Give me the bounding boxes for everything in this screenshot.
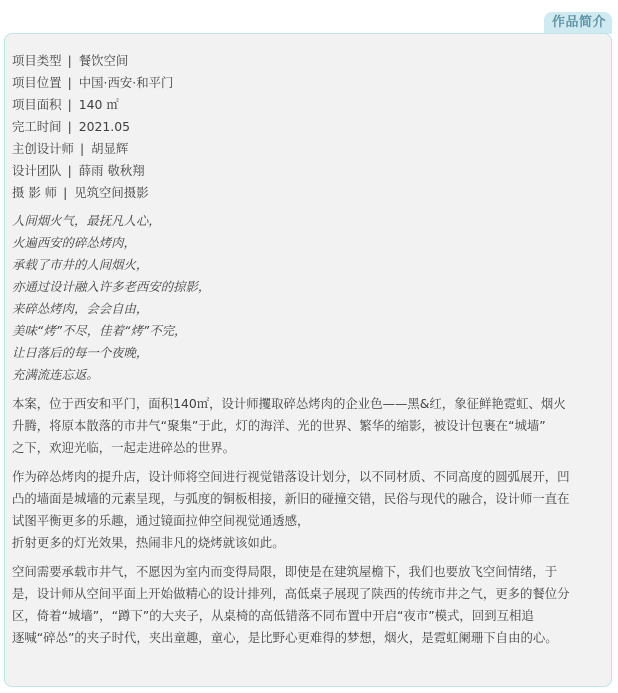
- paragraph-line: 空间需要承载市井气，不愿因为室内而变得局限，即使是在建筑屋檐下，我们也要放飞空间情绪，于: [12, 564, 558, 579]
- info-row-completion: [12, 116, 606, 138]
- paragraph-line: 试图平衡更多的乐趣，通过镜面拉伸空间视觉通透感，: [12, 513, 310, 528]
- info-value: 2021.05: [78, 119, 130, 134]
- poem-line: 美味“烤”不尽，佳着“烤”不完，: [12, 323, 187, 338]
- paragraph-line: 之下，欢迎光临，一起走进碎怂的世界。: [12, 440, 236, 455]
- project-info: [12, 50, 606, 204]
- info-label: 设计团队: [12, 163, 62, 178]
- info-row-location: [12, 72, 606, 94]
- poem-line: 火遍西安的碎怂烤肉，: [12, 235, 136, 250]
- section-tab: [544, 12, 612, 34]
- info-value: 餐饮空间: [78, 53, 129, 68]
- info-label: 完工时间: [12, 119, 62, 134]
- info-value: 胡显辉: [91, 141, 129, 156]
- info-value: 140 ㎡: [78, 97, 119, 112]
- paragraph-line: 区，倚着“城墙”，“蹲下”的大夹子，从桌椅的高低错落不同布置中开启“夜市”模式，回到互相追: [12, 608, 534, 623]
- info-value: 薛雨 敬秋翔: [78, 163, 145, 178]
- paragraph-1: [12, 393, 606, 459]
- info-value: 见筑空间摄影: [74, 185, 149, 200]
- poem-line: 让日落后的每一个夜晚，: [12, 345, 149, 360]
- poem-line: 人间烟火气，最抚凡人心，: [12, 213, 161, 228]
- info-separator: |: [67, 75, 72, 90]
- info-separator: |: [63, 185, 68, 200]
- paragraph-3: [12, 561, 606, 649]
- paragraph-line: 本案，位于西安和平门，面积140㎡，设计师攫取碎怂烤肉的企业色——黑&红，象征鲜艳霓虹、烟火: [12, 396, 566, 411]
- info-separator: |: [67, 163, 72, 178]
- info-separator: |: [67, 119, 72, 134]
- paragraph-line: 折射更多的灯光效果，热闹非凡的烧烤就该如此。: [12, 535, 285, 550]
- info-label: 摄 影 师: [12, 185, 58, 200]
- section-tab-label: 作品简介: [551, 15, 606, 30]
- poem-line: 亦通过设计融入许多老西安的掠影，: [12, 279, 211, 294]
- poem-line: 充满流连忘返。: [12, 367, 99, 382]
- info-row-lead-designer: [12, 138, 606, 160]
- info-label: 项目类型: [12, 53, 62, 68]
- info-row-photographer: [12, 182, 606, 204]
- info-row-team: [12, 160, 606, 182]
- poem-line: 来碎怂烤肉，会会自由，: [12, 301, 149, 316]
- paragraph-line: 逐喊“碎怂”的夹子时代，夹出童趣，童心，是比野心更难得的梦想，烟火，是霓虹阑珊下自由的心。: [12, 630, 558, 645]
- paragraph-line: 是，设计师从空间平面上开始做精心的设计排列，高低桌子展现了陕西的传统市井之气，更多的餐位分: [12, 586, 570, 601]
- info-label: 项目面积: [12, 97, 62, 112]
- info-row-type: [12, 50, 606, 72]
- info-separator: |: [79, 141, 85, 156]
- paragraph-line: 作为碎怂烤肉的提升店，设计师将空间进行视觉错落设计划分，以不同材质、不同高度的圆弧展开，凹: [12, 469, 570, 484]
- poem-block: [12, 210, 606, 386]
- paragraph-line: 凸的墙面是城墙的元素呈现，与弧度的铜板相接，新旧的碰撞交错，民俗与现代的融合，设计师一直在: [12, 491, 570, 506]
- poem-line: 承载了市井的人间烟火，: [12, 257, 149, 272]
- info-row-area: [12, 94, 606, 116]
- info-separator: |: [67, 97, 72, 112]
- paragraph-2: [12, 466, 606, 554]
- info-separator: |: [67, 53, 72, 68]
- info-value: 中国·西安·和平门: [78, 75, 174, 90]
- paragraph-line: 升腾，将原本散落的市井气“聚集”于此，灯的海洋、光的世界、繁华的缩影，被设计包裹在“城墙”: [12, 418, 546, 433]
- info-label: 主创设计师: [12, 141, 74, 156]
- info-label: 项目位置: [12, 75, 62, 90]
- intro-content: [12, 50, 606, 649]
